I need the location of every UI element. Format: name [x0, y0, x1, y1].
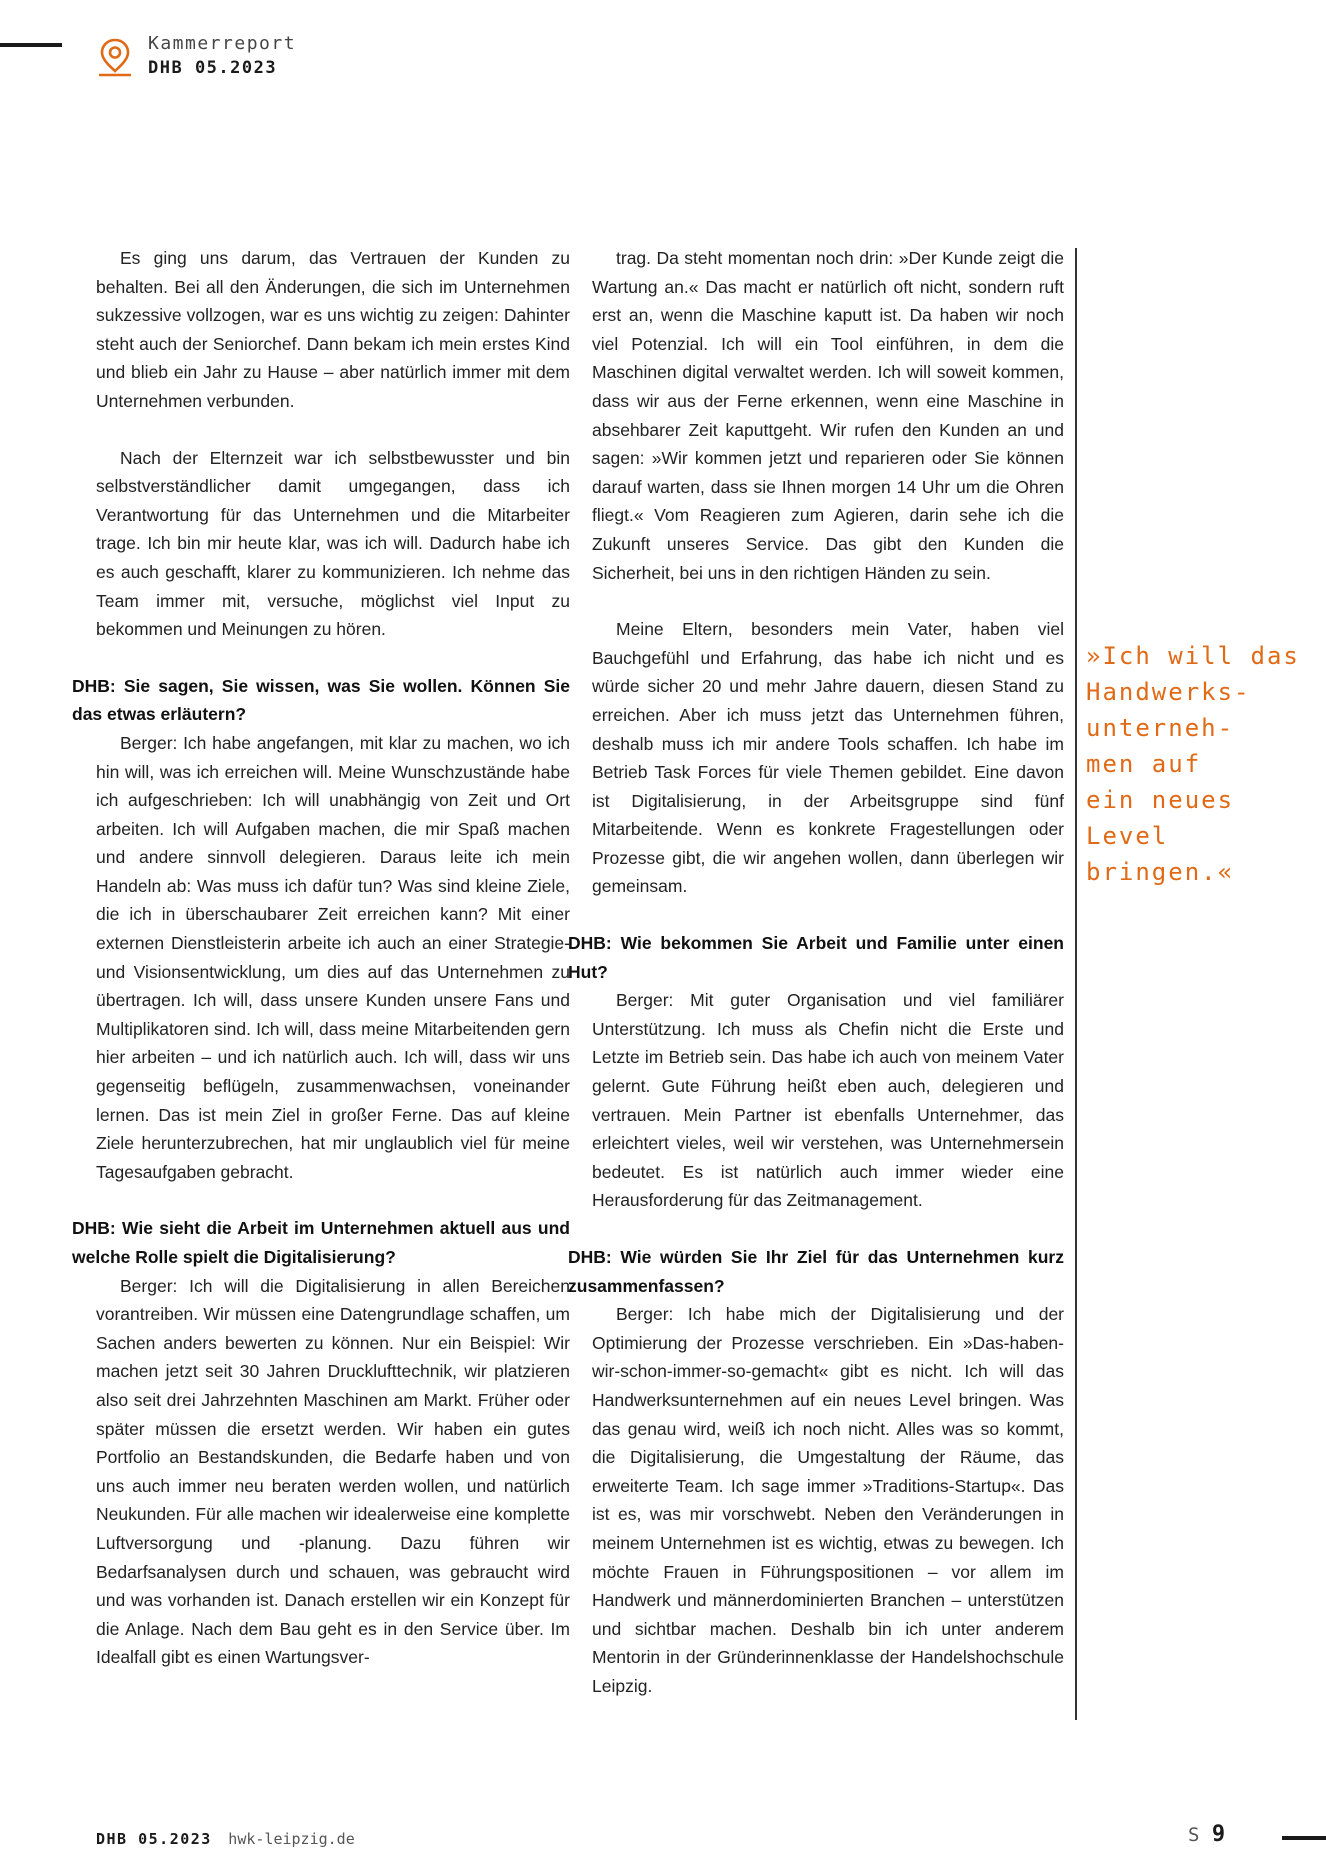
interview-answer: Berger: Ich habe angefangen, mit klar zu machen, wo ich hin will, was ich erreichen will. Meine Wunschzustände habe ich aufgeschrieben: Ich will unabhängig von Zeit und Ort arbeiten. Ich will Aufgaben machen, die mir Spaß machen und andere sinnvoll delegieren. Daraus leite ich mein Handeln ab: Was muss ich dafür tun? Was sind kleine Ziele, die ich in überschaubarer Zeit erreichen kann? Mit einer externen Dienstleisterin arbeite ich auch an einer Strategie- und Visionsentwicklung, um dies auf das Unternehmen zu übertragen. Ich will, dass unsere Kunden unsere Fans und Multiplikatoren sind. Ich will, dass meine Mitarbeitenden gern hier arbeiten – und ich natürlich auch. Ich will, dass wir uns gegenseitig beflügeln, zusammenwachsen, voneinander lernen. Das ist mein Ziel in großer Ferne. Das auf kleine Ziele herunterzubrechen, hat mir unglaublich viel für meine Tagesaufgaben gebracht. — [96, 732, 570, 1182]
pull-quote-line: »Ich will das — [1086, 642, 1300, 670]
paragraph: trag. Da steht momentan noch drin: »Der Kunde zeigt die Wartung an.« Das macht er natürlich oft nicht, sondern ruft erst an, wenn die Maschine kaputt ist. Da haben wir noch viel Potenzial. Ich will ein Tool einführen, in dem die Maschinen digital verwaltet werden. Ich will soweit kommen, dass wir aus der Ferne erkennen, wenn eine Maschine in absehbarer Zeit kaputtgeht. Wir rufen den Kunden an und sagen: »Wir kommen jetzt und reparieren oder Sie können darauf warten, dass sie Ihnen morgen 14 Uhr um die Ohren fliegt.« Vom Reagieren zum Agieren, darin sehe ich die Zukunft unseres Service. Das gibt den Kunden die Sicherheit, bei uns in den richtigen Händen zu sein. — [592, 248, 1064, 583]
pull-quote-line: ein neues — [1086, 786, 1235, 814]
pull-quote-line: unterneh- — [1086, 714, 1235, 742]
section-title: Kammerreport — [148, 33, 297, 54]
page-number — [1188, 1822, 1225, 1847]
footer-issue: DHB 05.2023 — [96, 1830, 212, 1848]
bottom-right-rule — [1282, 1836, 1326, 1840]
column-divider — [1075, 248, 1077, 1720]
article-column-2 — [568, 244, 1064, 1701]
pull-quote-line: Level — [1086, 822, 1169, 850]
footer-left — [96, 1830, 355, 1849]
article-column-1 — [72, 244, 570, 1672]
interview-answer: Berger: Mit guter Organisation und viel familiärer Unterstützung. Ich muss als Chefin nicht die Erste und Letzte im Betrieb sein. Das habe ich auch von meinem Vater gelernt. Gute Führung heißt eben auch, delegieren und vertrauen. Mein Partner ist ebenfalls Unternehmer, das erleichtert vieles, weil wir verstehen, was Unternehmersein bedeutet. Es ist natürlich auch immer wieder eine Herausforderung für das Zeitmanagement. — [592, 990, 1064, 1211]
page-number-value: 9 — [1211, 1822, 1226, 1847]
footer-url[interactable]: hwk-leipzig.de — [228, 1830, 355, 1848]
pull-quote — [1086, 638, 1326, 890]
top-left-rule — [0, 43, 62, 47]
interview-answer: Berger: Ich habe mich der Digitalisierung und der Optimierung der Prozesse verschrieben. Ein »Das-haben-wir-schon-immer-so-gemacht« gibt es nicht. Ich will das Handwerksunternehmen auf ein neues Level bringen. Was das genau wird, weiß ich noch nicht. Alles was so kommt, die Digitalisierung, die Umgestaltung der Räume, das erweiterte Team. Ich sage immer »Traditions-Startup«. Das ist es, was mir vorschwebt. Neben den Veränderungen in meinem Unternehmen ist es wichtig, etwas zu bewegen. Ich möchte Frauen in Führungspositionen – vor allem im Handwerk und männerdominierten Branchen – unterstützen und sichtbar machen. Deshalb bin ich unter anderem Mentorin in der Gründerinnenklasse der Handelshochschule Leipzig. — [592, 1304, 1064, 1696]
paragraph: Meine Eltern, besonders mein Vater, haben viel Bauchgefühl und Erfahrung, das habe ich nicht und es würde sicher 20 und mehr Jahre dauern, diesen Stand zu erreichen. Aber ich muss jetzt das Unternehmen führen, deshalb muss ich mir andere Tools schaffen. Ich habe im Betrieb Task Forces für viele Themen gebildet. Eine davon ist Digitalisierung, in der Arbeitsgruppe sind fünf Mitarbeitende. Wenn es konkrete Fragestellungen oder Prozesse gibt, die wir angehen wollen, dann überlegen wir gemeinsam. — [592, 619, 1064, 897]
interview-answer: Berger: Ich will die Digitalisierung in allen Bereichen vorantreiben. Wir müssen eine Datengrundlage schaffen, um Sachen anders bewerten zu können. Nur ein Beispiel: Wir machen jetzt seit 30 Jahren Drucklufttechnik, wir platzieren also seit drei Jahrzehnten Maschinen am Markt. Früher oder später müssen die ersetzt werden. Wir haben ein gutes Portfolio an Bestandskunden, die Bedarfe haben und von uns auch immer neu beraten werden wollen, und natürlich Neukunden. Für alle machen wir idealerweise eine komplette Luftversorgung und -planung. Dazu führen wir Bedarfsanalysen durch und schauen, was gebraucht wird und was vorhanden ist. Danach erstellen wir ein Konzept für die Anlage. Nach dem Bau geht es in den Service über. Im Idealfall gibt es einen Wartungsver- — [96, 1275, 570, 1668]
interview-question: DHB: Wie würden Sie Ihr Ziel für das Unternehmen kurz zusammenfassen? — [568, 1247, 1064, 1296]
issue-label: DHB 05.2023 — [148, 58, 278, 78]
page-header — [96, 30, 356, 82]
paragraph: Es ging uns darum, das Vertrauen der Kunden zu behalten. Bei all den Änderungen, die sich im Unternehmen sukzessive vollzogen, war es uns wichtig zu zeigen: Dahinter steht auch der Seniorchef. Dann bekam ich mein erstes Kind und blieb ein Jahr zu Hause – aber natürlich immer mit dem Unternehmen verbunden. — [96, 248, 570, 411]
pull-quote-line: Handwerks- — [1086, 678, 1251, 706]
interview-question: DHB: Wie bekommen Sie Arbeit und Familie unter einen Hut? — [568, 933, 1064, 982]
pull-quote-line: men auf — [1086, 750, 1202, 778]
location-pin-icon — [96, 37, 134, 79]
interview-question: DHB: Sie sagen, Sie wissen, was Sie wollen. Können Sie das etwas erläutern? — [72, 675, 570, 725]
paragraph: Nach der Elternzeit war ich selbstbewusster und bin selbstverständlicher damit umgegangen, dass ich Verantwortung für das Unternehmen und die Mitarbeiter trage. Ich bin mir heute klar, was ich will. Dadurch habe ich es auch geschafft, klarer zu kommunizieren. Ich nehme das Team immer mit, versuche, möglichst viel Input zu bekommen und Meinungen zu hören. — [96, 447, 570, 640]
page-prefix: S — [1188, 1824, 1200, 1846]
interview-question: DHB: Wie sieht die Arbeit im Unternehmen aktuell aus und welche Rolle spielt die Digitalisierung? — [72, 1218, 570, 1267]
pull-quote-line: bringen.« — [1086, 858, 1235, 886]
